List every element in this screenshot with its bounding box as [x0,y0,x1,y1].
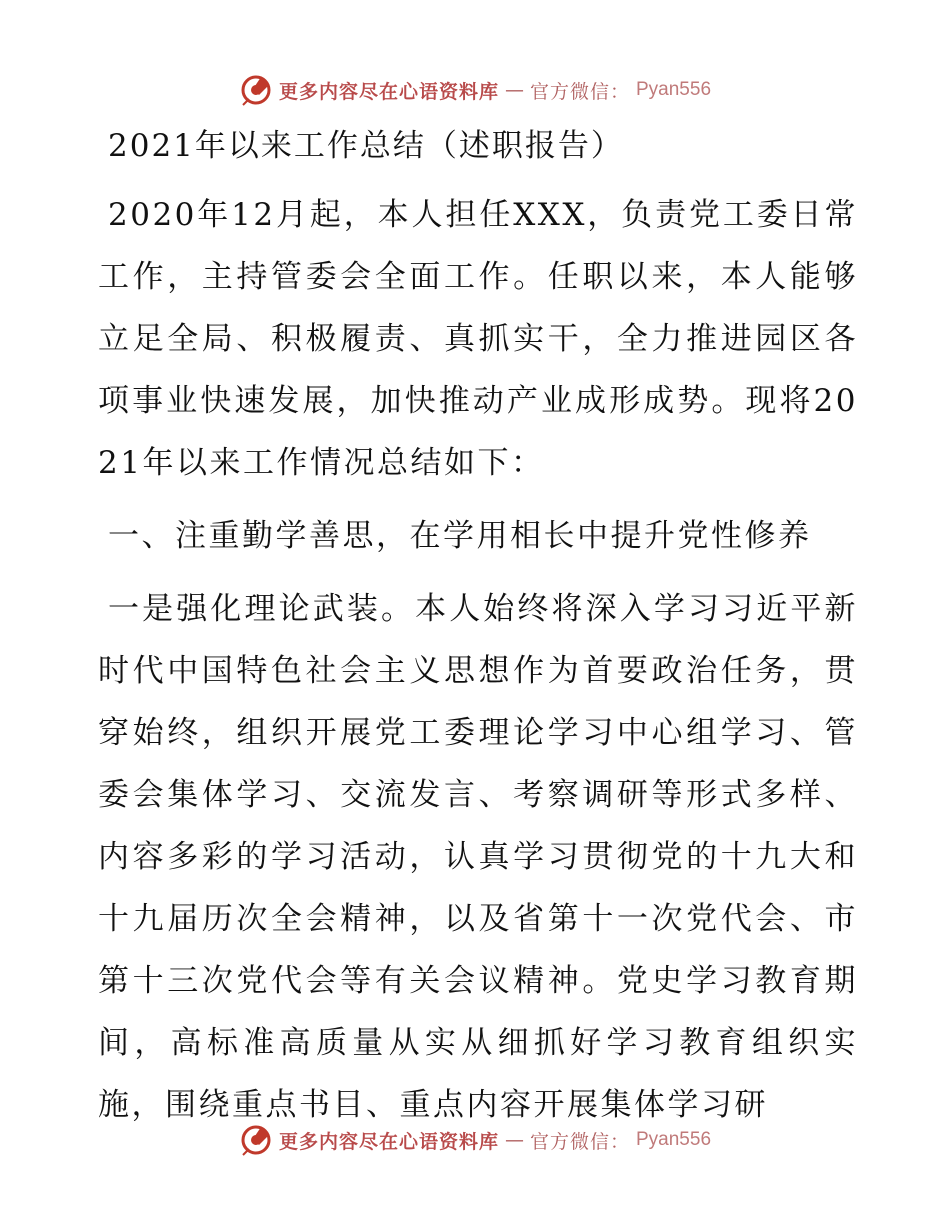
document-body [98,122,858,1136]
pen-circle-icon [239,1123,273,1157]
section-paragraph: 一是强化理论武装。本人始终将深入学习习近平新时代中国特色社会主义思想作为首要政治任务，贯穿始终，组织开展党工委理论学习中心组学习、管委会集体学习、交流发言、考察调研等形式多样、内容多彩的学习活动，认真学习贯彻党的十九大和十九届历次全会精神，以及省第十一次党代会、市第十三次党代会等有关会议精神。党史学习教育期间，高标准高质量从实从细抓好学习教育组织实施，围绕重点书目、重点内容开展集体学习研 [98,591,858,1123]
section-heading: 一、注重勤学善思，在学用相长中提升党性修养 [108,518,812,554]
watermark-separator: — [504,79,524,101]
watermark-footer [0,1120,950,1160]
watermark-id: Pyan556 [636,79,712,100]
watermark-separator: — [504,1129,524,1151]
watermark-channel: 官方微信： [529,80,630,103]
watermark-brand: 更多内容尽在心语资料库 [278,1130,499,1153]
pen-circle-icon [239,73,273,107]
watermark-brand: 更多内容尽在心语资料库 [278,80,499,103]
watermark-header [0,70,950,110]
watermark-channel: 官方微信： [529,1130,630,1153]
intro-paragraph: 2020年12月起，本人担任XXX，负责党工委日常工作，主持管委会全面工作。任职以来，本人能够立足全局、积极履责、真抓实干，全力推进园区各项事业快速发展，加快推动产业成形成势。现将2021年以来工作情况总结如下： [98,197,858,481]
watermark-id: Pyan556 [636,1129,712,1150]
document-title: 2021年以来工作总结（述职报告） [108,128,624,164]
